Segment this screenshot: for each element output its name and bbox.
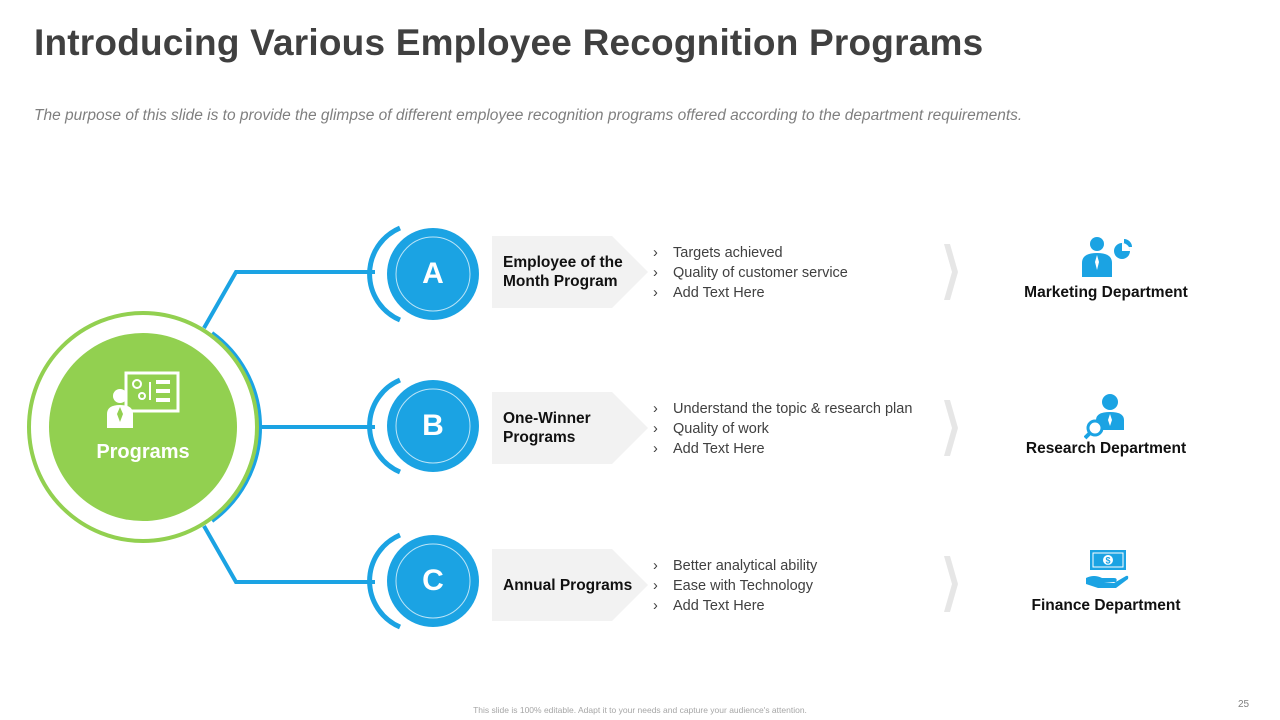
svg-text:$: $ [1105, 555, 1111, 566]
chevron-right-icon [940, 400, 964, 456]
program-name-b: One-Winner Programs [503, 410, 591, 446]
presenter-board-icon [104, 370, 182, 430]
program-name-a: Employee of the Month Program [503, 254, 623, 290]
page-number: 25 [1238, 699, 1250, 710]
list-item: › Understand the topic & research plan [653, 401, 913, 417]
slide-title: Introducing Various Employee Recognition Programs [34, 22, 984, 63]
list-item: › Better analytical ability [653, 558, 818, 574]
program-box-b [492, 392, 648, 464]
letter-c: C [422, 564, 444, 597]
letter-a: A [422, 257, 444, 290]
department-label-finance: Finance Department [1031, 597, 1181, 614]
hub-label: Programs [96, 441, 190, 463]
program-box-c [492, 549, 648, 621]
list-item: › Ease with Technology [653, 578, 813, 594]
letter-b: B [422, 409, 444, 442]
department-label-research: Research Department [1025, 440, 1187, 457]
bullet-list-c [653, 556, 817, 616]
businessman-pie-chart-icon [1080, 235, 1134, 279]
connector-c [204, 526, 375, 582]
list-item: › Add Text Here [653, 285, 765, 301]
list-item: › Quality of work [653, 421, 769, 437]
list-item: › Quality of customer service [653, 265, 848, 281]
list-item: › Targets achieved [653, 245, 783, 261]
list-item: › Add Text Here [653, 441, 765, 457]
program-name-c: Annual Programs [503, 576, 633, 594]
list-item: › Add Text Here [653, 598, 765, 614]
money-in-hand-icon [1084, 548, 1130, 590]
footer-note: This slide is 100% editable. Adapt it to your needs and capture your audience's attention. [473, 705, 807, 715]
bullet-list-b [653, 399, 912, 459]
department-label-marketing: Marketing Department [1024, 284, 1188, 301]
bullet-list-a [653, 243, 848, 303]
connector-a [204, 272, 375, 328]
program-box-a [492, 236, 648, 308]
businessman-magnifier-icon [1084, 392, 1130, 440]
chevron-right-icon [940, 244, 964, 300]
chevron-right-icon [940, 556, 964, 612]
slide-subtitle: The purpose of this slide is to provide the glimpse of different employee recognition programs offered according to the department requirements. [34, 107, 1023, 124]
